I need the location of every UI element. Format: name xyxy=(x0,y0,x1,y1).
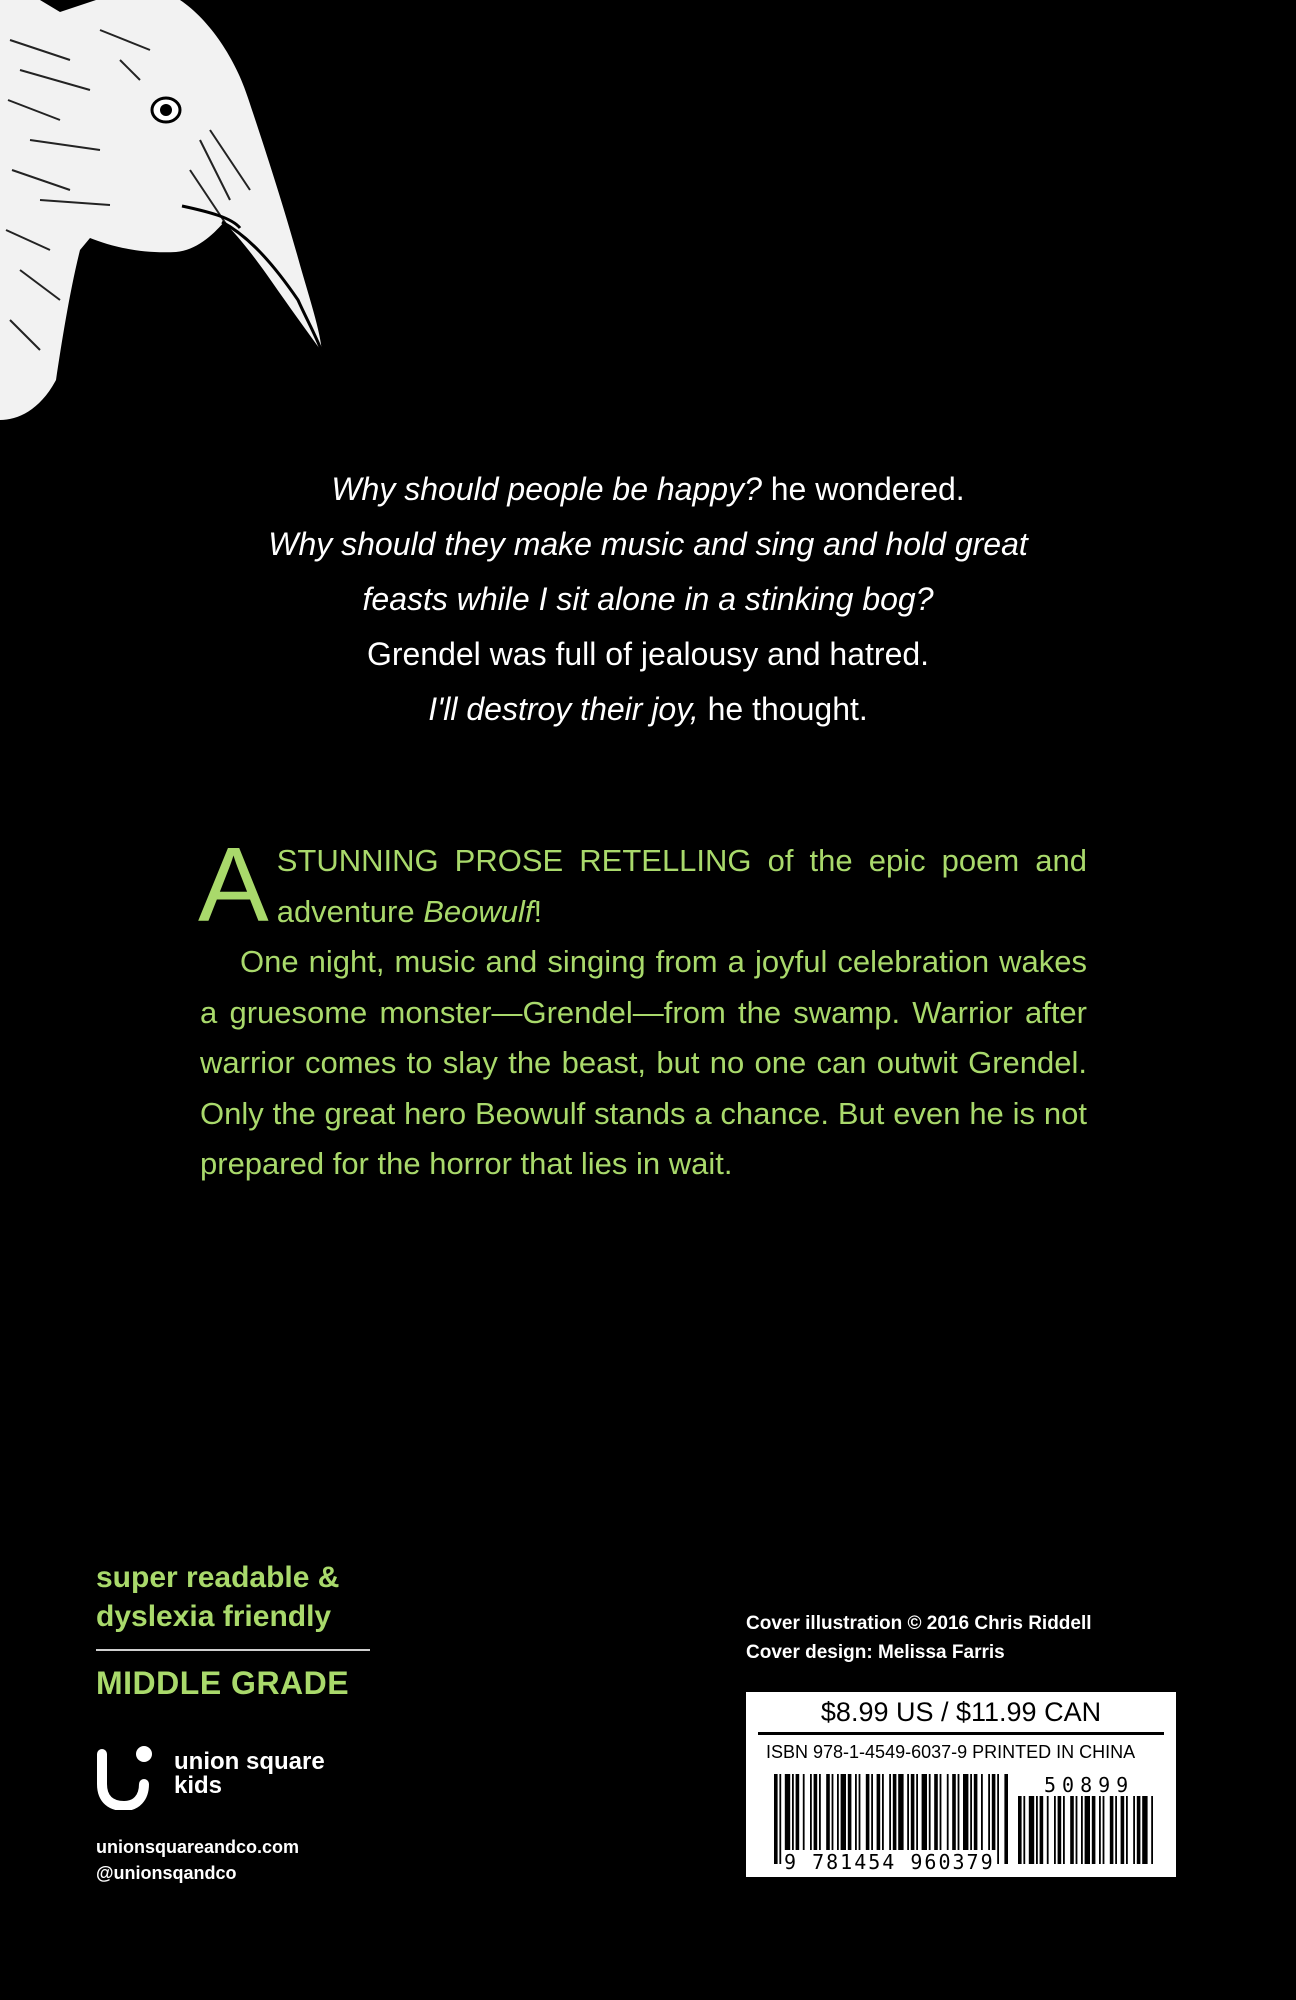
barcode-bar xyxy=(1054,1796,1056,1864)
barcode-bar xyxy=(1081,1796,1083,1864)
design-credit: Cover design: Melissa Farris xyxy=(746,1642,1005,1663)
publisher-contact xyxy=(96,1834,299,1886)
barcode-bar xyxy=(1076,1796,1078,1864)
barcode-bar xyxy=(1070,1796,1074,1864)
blurb-paragraph: One night, music and singing from a joyful celebration wakes a gruesome monster—Grendel—from the swamp. Warrior after warrior comes to slay the beast, but no one can outwit Grendel. Only the great hero Beowulf stands a chance. But even he is not prepared for the horror that lies in wait. xyxy=(200,944,1087,1181)
barcode-bar xyxy=(1137,1796,1141,1864)
barcode-bar xyxy=(1115,1796,1117,1864)
barcode-bar xyxy=(1133,1796,1135,1864)
barcode-bar xyxy=(1040,1796,1044,1864)
raven-head-illustration xyxy=(0,0,360,420)
publisher-name: union square kids xyxy=(174,1748,325,1799)
barcode-bar xyxy=(1110,1796,1114,1864)
barcode-bar xyxy=(1004,1774,1008,1864)
readability-badge: super readable & dyslexia friendly xyxy=(96,1561,340,1633)
quote-line-2: Why should they make music and sing and hold great xyxy=(268,526,1028,562)
addon-digits: 50899 xyxy=(1044,1773,1135,1797)
barcode-bar xyxy=(1058,1796,1062,1864)
publisher-handle: @unionsqandco xyxy=(96,1863,237,1883)
barcode-bar xyxy=(1036,1796,1038,1864)
barcode-panel xyxy=(746,1692,1176,1877)
publisher-website: unionsquareandco.com xyxy=(96,1837,300,1857)
barcode-bar xyxy=(1018,1796,1022,1864)
barcode-bar xyxy=(1099,1796,1101,1864)
quote-line-3: feasts while I sit alone in a stinking bog? xyxy=(362,581,934,617)
illustration-credit: Cover illustration © 2016 Chris Riddell xyxy=(746,1613,1092,1634)
cover-credits xyxy=(746,1609,1092,1667)
isbn-digits: 9 781454 960379 xyxy=(784,1850,995,1874)
drop-cap: A xyxy=(198,826,269,944)
barcode-bar xyxy=(1142,1796,1147,1864)
barcode-bar xyxy=(1023,1796,1025,1864)
badge-divider xyxy=(96,1649,370,1651)
quote-line-1: Why should people be happy? he wondered. xyxy=(331,471,965,507)
barcode-bar xyxy=(1047,1796,1049,1864)
barcode-bar xyxy=(1063,1796,1065,1864)
barcode-bar xyxy=(1092,1796,1096,1864)
grade-label: MIDDLE GRADE xyxy=(96,1665,350,1701)
barcode-bar xyxy=(1029,1796,1034,1864)
barcode-bar xyxy=(774,1774,778,1864)
union-square-u-logo-icon xyxy=(96,1744,154,1810)
price-label: $8.99 US / $11.99 CAN xyxy=(820,1697,1102,1727)
barcode-bar xyxy=(1121,1796,1125,1864)
barcode-bar xyxy=(997,1774,999,1864)
quote-line-5: I'll destroy their joy, he thought. xyxy=(428,691,868,727)
barcode-bar xyxy=(1126,1796,1128,1864)
blurb-lead: STUNNING PROSE RETELLING of the epic poem and adventure Beowulf! xyxy=(276,843,1087,929)
barcode-bar xyxy=(1085,1796,1090,1864)
isbn-label: ISBN 978-1-4549-6037-9 PRINTED IN CHINA xyxy=(766,1742,1136,1762)
barcode-bar xyxy=(779,1774,781,1864)
quote-block xyxy=(140,462,1156,737)
quote-line-4: Grendel was full of jealousy and hatred. xyxy=(366,636,930,672)
book-description xyxy=(198,826,1087,1190)
barcode-bar xyxy=(1103,1796,1105,1864)
barcode-bar xyxy=(1151,1796,1153,1864)
